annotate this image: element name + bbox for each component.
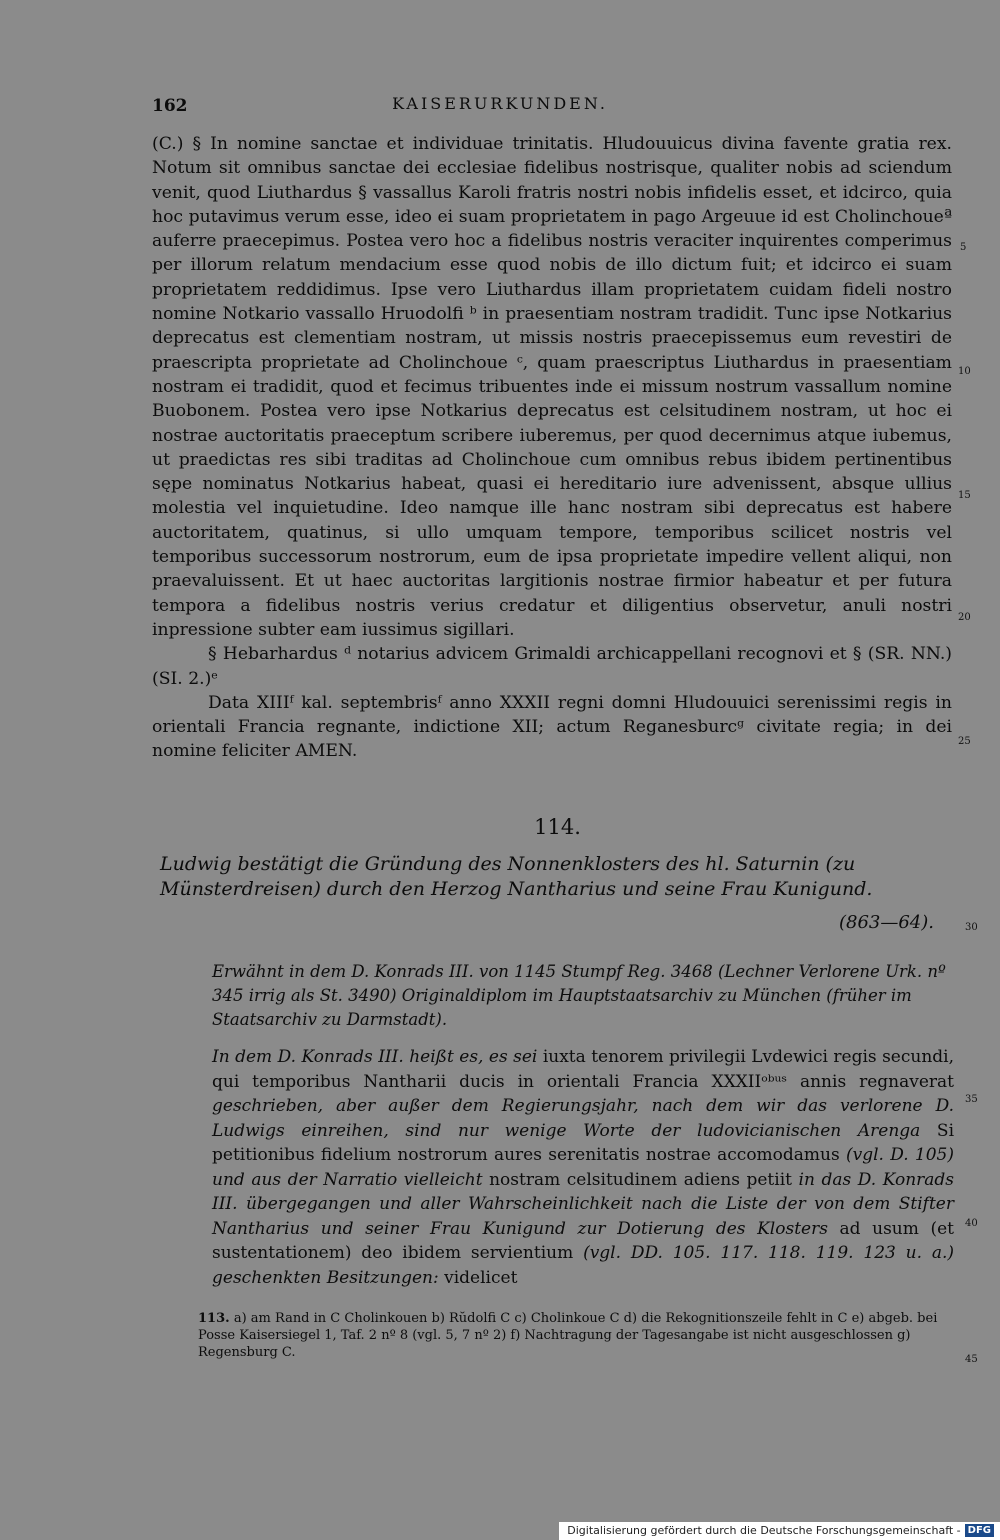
line-number: 30 xyxy=(965,922,978,933)
charter-dating: Data XIIIᶠ kal. septembrisᶠ anno XXXII regni domni Hludouuici serenissimi regis in orientali Francia regnante, indictione XII; actum Reganesburcᵍ civitate regia; in dei nomine feliciter AMEN. xyxy=(152,692,952,762)
running-title: KAISERURKUNDEN. xyxy=(392,94,608,113)
commentary-quote: iuxta tenorem privilegii Lvdewici regis secundi, qui temporibus Nantharii ducis in orientali Francia XXXIIᵒᵇᵘˢ annis regnaverat xyxy=(212,1047,955,1092)
commentary-part: In dem D. Konrads III. heißt es, es sei xyxy=(212,1047,538,1067)
charter-text xyxy=(152,132,952,764)
footnotes xyxy=(198,1310,958,1361)
commentary-quote: Si petitionibus fidelium nostrorum aures serenitatis nostrae accomodamus xyxy=(212,1120,955,1165)
commentary-part: (vgl. D. 105) und aus der Narratio vielleicht xyxy=(212,1145,954,1190)
dfg-logo: DFG xyxy=(965,1524,994,1537)
line-number: 15 xyxy=(958,490,971,501)
commentary-quote: nostram celsitudinem adiens petiit xyxy=(489,1169,792,1190)
digitization-credit xyxy=(559,1522,1000,1540)
commentary-part: geschrieben, aber außer dem Regierungsjahr, nach dem wir das verlorene D. Ludwigs einreihen, sind nur wenige Worte der ludovicianischen Arenga xyxy=(212,1096,954,1141)
charter-recognition: § Hebarhardus ᵈ notarius advicem Grimaldi archicappellani recognovi et § (SR. NN.) (SI. 2.)ᵉ xyxy=(152,644,952,689)
line-number: 5 xyxy=(960,242,967,253)
credit-text: Digitalisierung gefördert durch die Deutsche Forschungsgemeinschaft - xyxy=(567,1524,961,1537)
line-number: 45 xyxy=(965,1354,978,1365)
line-number: 40 xyxy=(965,1218,978,1229)
commentary-part: in das D. Konrads III. übergegangen und aller Wahrscheinlichkeit nach die Liste der von dem Stifter Nantharius und seiner Frau Kunigund zur Dotierung des Klosters xyxy=(212,1169,955,1239)
footnote-text: a) am Rand in C Cholinkouen b) Rŭdolfi C c) Cholinkoue C d) die Rekognitionszeile fehlt in C e) abgeb. bei Posse Kaisersiegel 1, Taf. 2 nº 8 (vgl. 5, 7 nº 2) f) Nachtragung der Tagesangabe ist nicht ausgeschlossen g) Regensburg C. xyxy=(198,1311,938,1360)
line-number: 20 xyxy=(958,612,971,623)
commentary-note xyxy=(212,1045,954,1290)
document-date: (863—64). xyxy=(838,912,934,933)
line-number: 35 xyxy=(965,1094,978,1105)
commentary-part: (vgl. DD. 105. 117. 118. 119. 123 u. a.) geschenkten Besitzungen: xyxy=(212,1243,955,1288)
page-number: 162 xyxy=(152,96,188,116)
footnote-label: 113. xyxy=(198,1311,230,1326)
line-number: 10 xyxy=(958,366,971,377)
document-heading: Ludwig bestätigt die Gründung des Nonnenklosters des hl. Saturnin (zu Münsterdreisen) durch den Herzog Nantharius und seine Frau Kunigund. xyxy=(160,853,873,900)
charter-paragraph-main: (C.) § In nomine sanctae et individuae trinitatis. Hludouuicus divina favente gratia rex. Notum sit omnibus sanctae dei ecclesiae fidelibus nostrisque, qualiter nobis ad sciendum venit, quod Liuthardus § vassallus Karoli fratris nostri nobis infidelis esset, et idcirco, quia hoc putavimus verum esse, ideo ei suam proprietatem in pago Argeuue id est Cholinchoueª auferre praecepimus. Postea vero hoc a fidelibus nostris veraciter inquirentes comperimus per illorum relatum mendacium esse quod nobis de illo dictum fuit; et idcirco ei suam proprietatem reddidimus. Ipse vero Liuthardus illam proprietatem cuidam fideli nostro nomine Notkario vassallo Hruodolfi ᵇ in praesentiam nostram tradidit. Tunc ipse Notkarius deprecatus est clementiam nostram, ut missis nostris praecepissemus eum revestiri de praescripta proprietate ad Cholinchoue ᶜ, quam praescriptus Liuthardus in praesentiam nostram ei tradidit, quod et fecimus tribuentes inde ei missum nostrum vassallum nomine Buobonem. Postea vero ipse Notkarius deprecatus est celsitudinem nostram, ut hoc ei nostrae auctoritatis praeceptum scribere iuberemus, per quod decernimus atque iubemus, ut praedictas res sibi traditas ad Cholinchoue cum omnibus rebus ibidem pertinentibus sępe nominatus Notkarius habeat, quasi ei hereditario iure advenissent, absque ullius molestia vel inquietudine. Ideo namque ille hanc nostram sibi deprecatus est habere auctoritatem, quatinus, si ullo umquam tempore, temporibus scilicet nostris vel temporibus successorum nostrorum, eum de ipsa proprietate impedire vellent aliqui, non praevaluissent. Et ut haec auctoritas largitionis nostrae firmior habeatur et per futura tempora a fidelibus nostris verius credatur et diligentius observetur, anuli nostri inpressione subter eam iussimus sigillari. xyxy=(152,134,952,640)
transmission-note: Erwähnt in dem D. Konrads III. von 1145 Stumpf Reg. 3468 (Lechner Verlorene Urk. nº 345 irrig als St. 3490) Originaldiplom im Hauptstaatsarchiv zu München (früher im Staatsarchiv zu Darmstadt). xyxy=(212,962,946,1029)
line-number: 25 xyxy=(958,736,971,747)
document-number: 114. xyxy=(534,815,581,839)
commentary-quote: ad usum (et sustentationem) deo ibidem servientium xyxy=(212,1218,954,1263)
commentary-quote: videlicet xyxy=(444,1267,518,1288)
